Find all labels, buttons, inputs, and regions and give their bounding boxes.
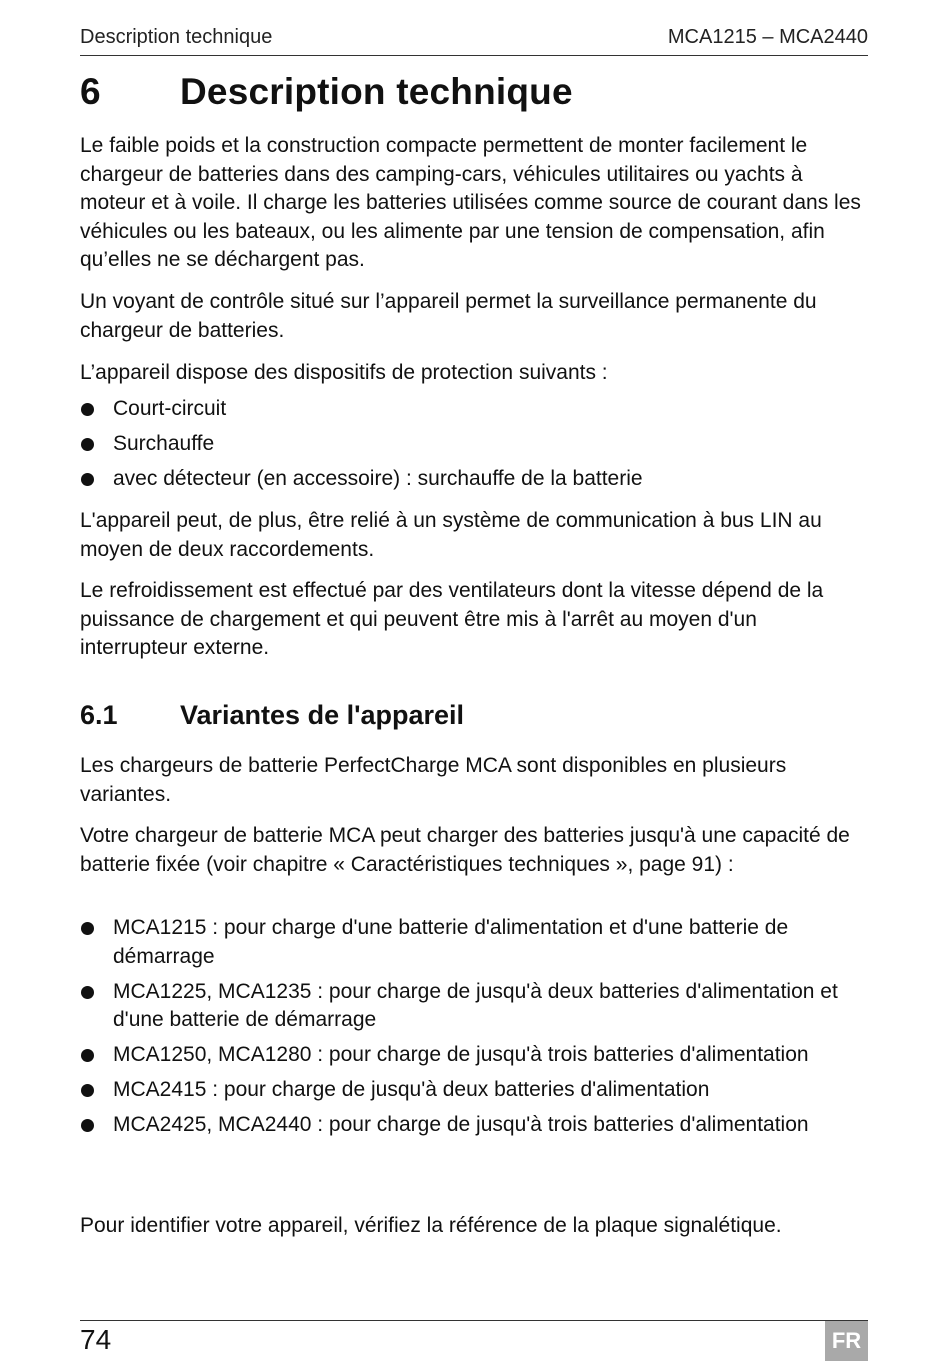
- list-item: MCA2415 : pour charge de jusqu'à deux batteries d'alimentation: [80, 1076, 868, 1105]
- list-item: MCA1250, MCA1280 : pour charge de jusqu'à trois batteries d'alimentation: [80, 1041, 868, 1070]
- paragraph-capacity: Votre chargeur de batterie MCA peut charger des batteries jusqu'à une capacité de batterie fixée (voir chapitre « Caractéristiques techniques », page 91) :: [80, 824, 850, 876]
- indicator-paragraph-block: [80, 288, 868, 345]
- subsection-title: Variantes de l'appareil: [180, 700, 465, 730]
- paragraph-indicator-light: Un voyant de contrôle situé sur l’appareil permet la surveillance permanente du chargeur de batteries.: [80, 290, 817, 342]
- paragraph-weight-construction: Le faible poids et la construction compacte permettent de monter facilement le chargeur de batteries dans des camping-cars, véhicules utilitaires ou yachts à moteur et à voile. Il charge les batteries utilisées comme source de courant dans les véhicules ou les bateaux, ou les alimente par une tension de compensation, afin qu’elles ne se déchargent pas.: [80, 134, 861, 271]
- variants-capacity-block: [80, 822, 868, 879]
- paragraph-identify-device: Pour identifier votre appareil, vérifiez la référence de la plaque signalétique.: [80, 1214, 782, 1237]
- intro-paragraph-block: [80, 132, 868, 275]
- list-item: MCA2425, MCA2440 : pour charge de jusqu'à trois batteries d'alimentation: [80, 1111, 868, 1140]
- paragraph-variants-available: Les chargeurs de batterie PerfectCharge MCA sont disponibles en plusieurs variantes.: [80, 754, 787, 806]
- bullet-icon: [81, 1119, 94, 1132]
- variants-list-block: [80, 914, 868, 1140]
- page-header: [80, 26, 868, 56]
- subsection-heading: [80, 700, 464, 731]
- page-number: 74: [80, 1324, 112, 1355]
- bullet-icon: [81, 1049, 94, 1062]
- bullet-icon: [81, 438, 94, 451]
- section-heading: [80, 71, 573, 113]
- header-model-range: MCA1215 – MCA2440: [667, 26, 868, 48]
- subsection-number: 6.1: [80, 700, 118, 730]
- language-badge: FR: [825, 1321, 868, 1361]
- paragraph-protection-intro: L’appareil dispose des dispositifs de protection suivants :: [80, 361, 608, 384]
- lin-bus-block: [80, 507, 868, 564]
- bullet-icon: [81, 922, 94, 935]
- variants-list: [80, 914, 868, 1140]
- protection-list: [80, 395, 868, 494]
- paragraph-lin-bus: L'appareil peut, de plus, être relié à un système de communication à bus LIN au moyen de deux raccordements.: [80, 509, 822, 561]
- header-section-title: Description technique: [80, 26, 273, 48]
- list-item: avec détecteur (en accessoire) : surchauffe de la batterie: [80, 465, 868, 494]
- bullet-icon: [81, 403, 94, 416]
- list-item: Court-circuit: [80, 395, 868, 424]
- list-item: MCA1215 : pour charge d'une batterie d'alimentation et d'une batterie de démarrage: [80, 914, 868, 971]
- cooling-block: [80, 577, 868, 663]
- list-item: Surchauffe: [80, 430, 868, 459]
- protection-block: [80, 359, 868, 493]
- paragraph-cooling: Le refroidissement est effectué par des ventilateurs dont la vitesse dépend de la puissance de chargement et qui peuvent être mis à l'arrêt au moyen d'un interrupteur externe.: [80, 579, 824, 659]
- identify-block: [80, 1212, 868, 1241]
- list-item: MCA1225, MCA1235 : pour charge de jusqu'à deux batteries d'alimentation et d'une batterie de démarrage: [80, 978, 868, 1035]
- section-number: 6: [80, 71, 101, 112]
- variants-intro-block: [80, 752, 868, 809]
- bullet-icon: [81, 1084, 94, 1097]
- bullet-icon: [81, 473, 94, 486]
- footer-rule: [80, 1320, 868, 1321]
- section-title: Description technique: [180, 71, 573, 112]
- bullet-icon: [81, 986, 94, 999]
